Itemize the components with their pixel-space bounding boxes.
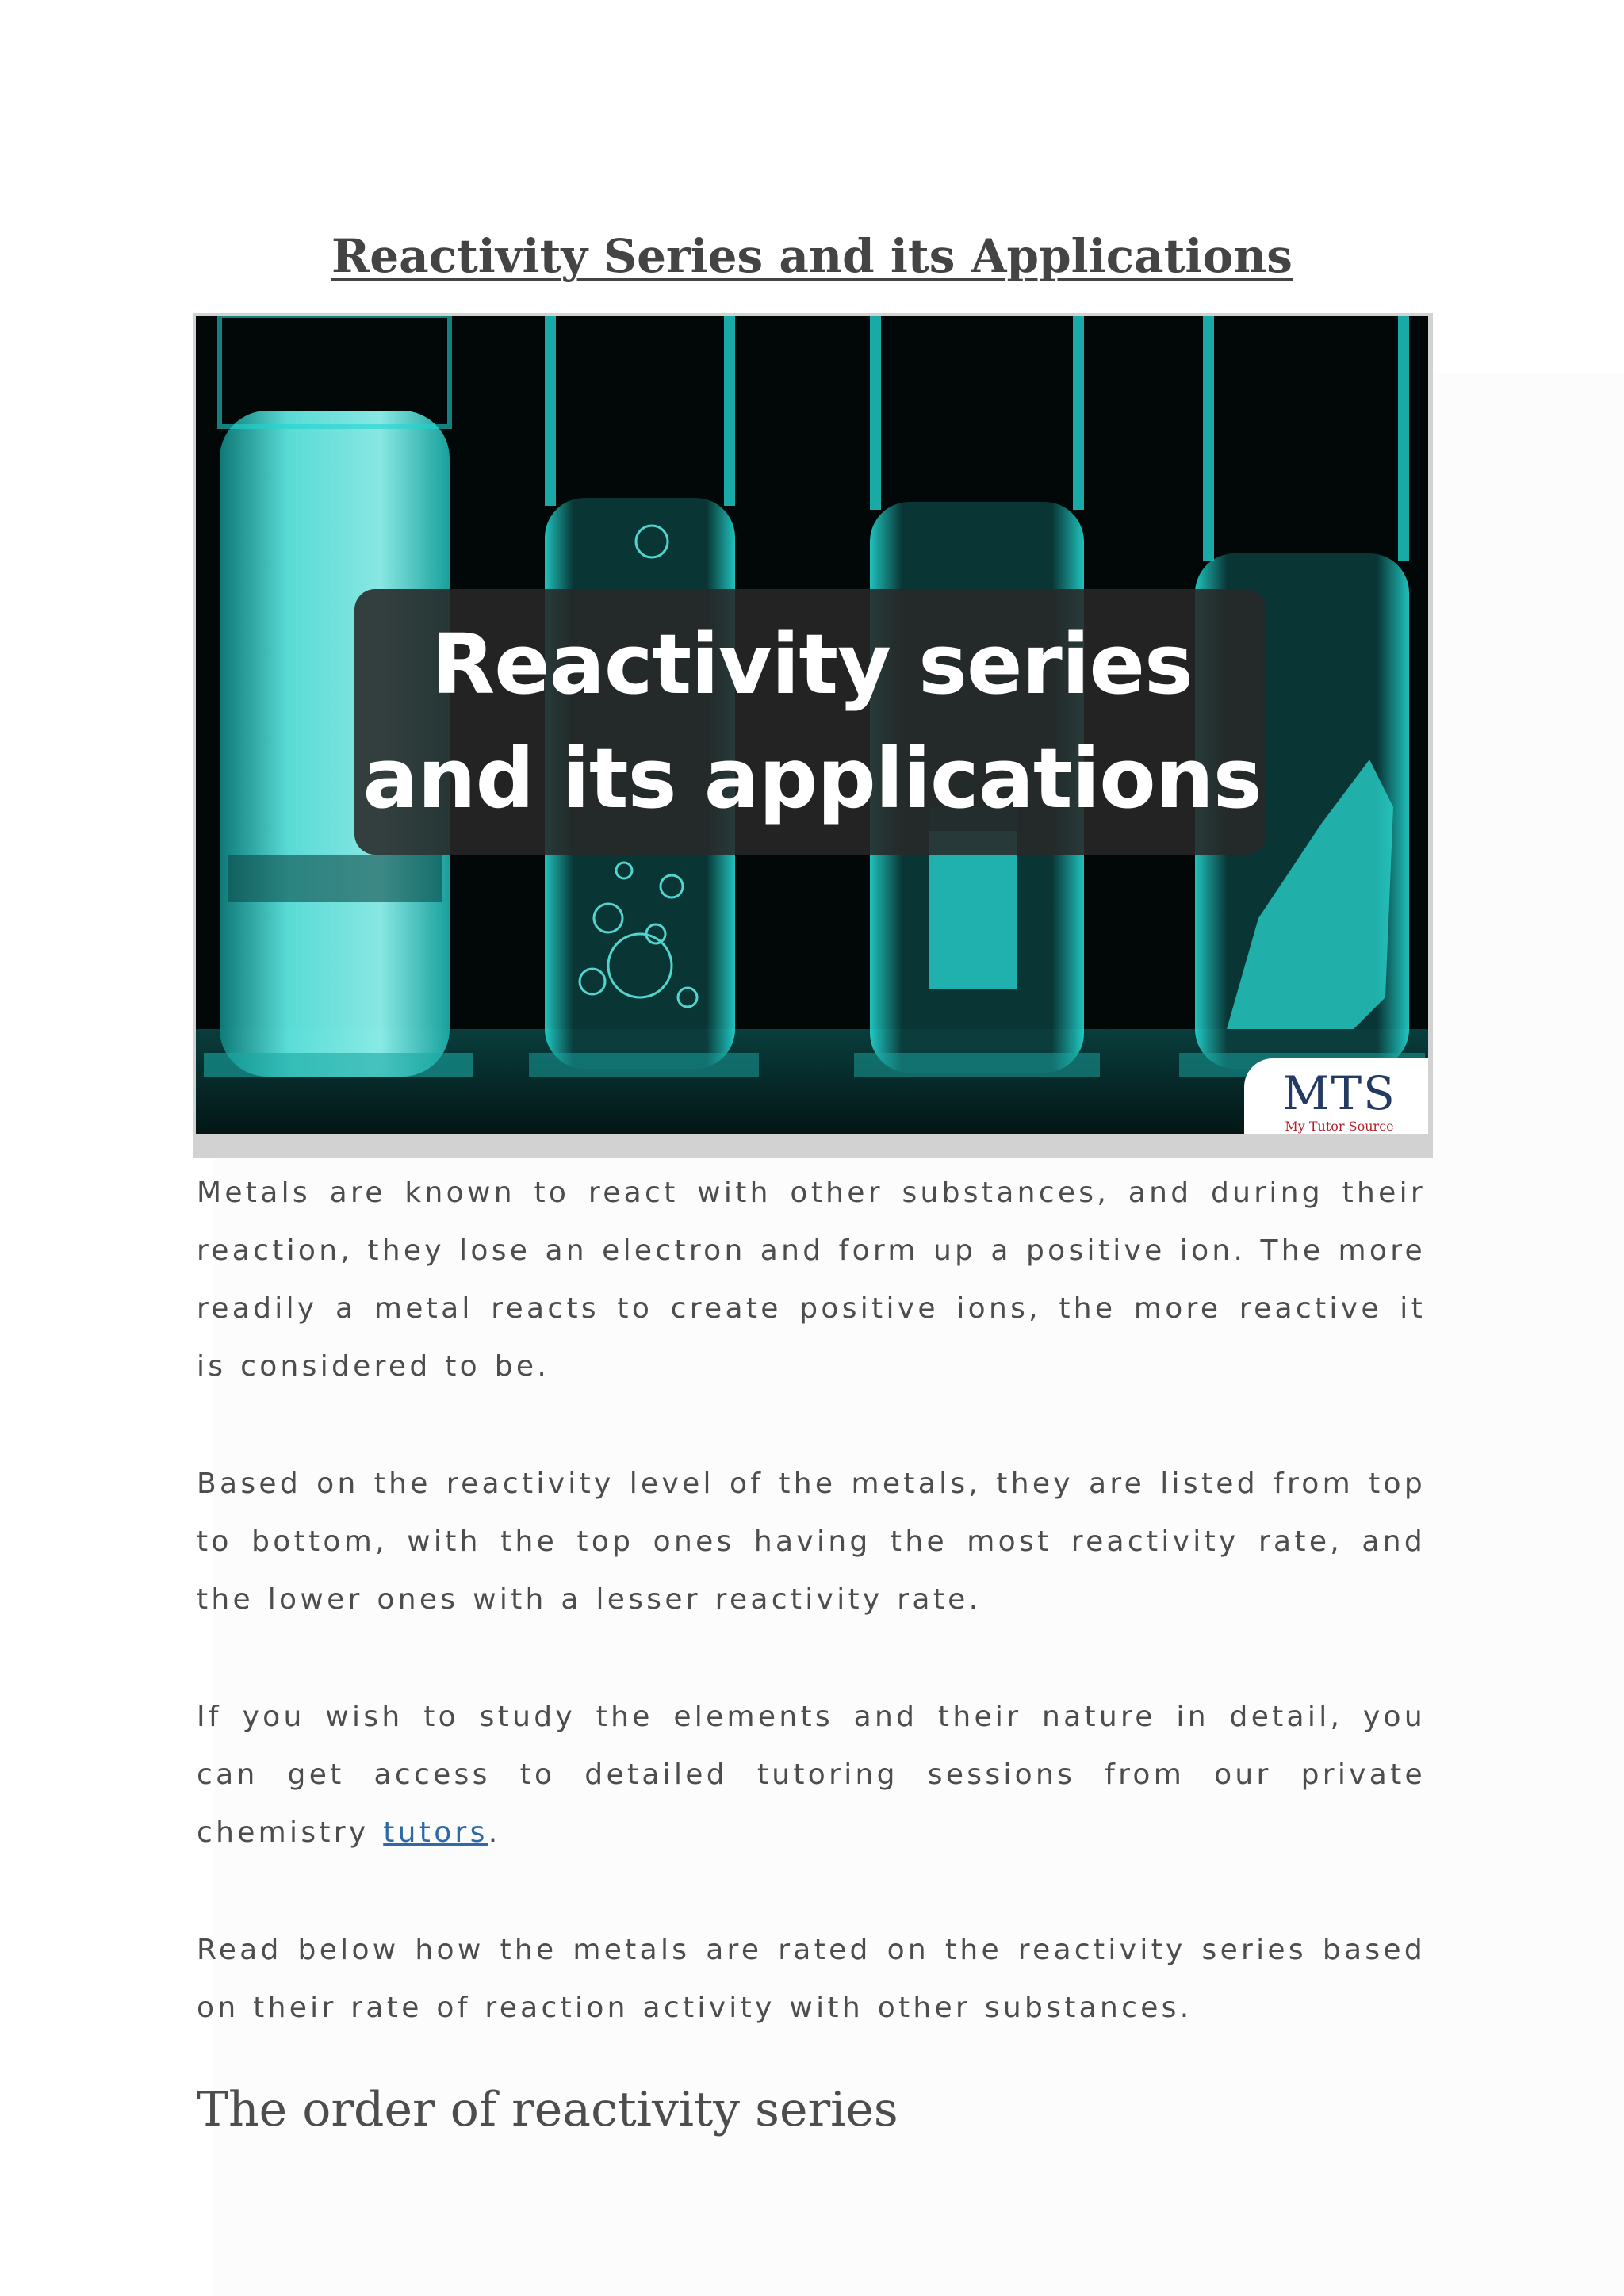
- section-heading: The order of reactivity series: [197, 2082, 898, 2137]
- paragraph-4: Read below how the metals are rated on the reactivity series based on their rate of reaction activity with other substances.: [197, 1934, 1426, 2024]
- paragraph-3-text: If you wish to study the elements and their nature in detail, you can get access to detailed tutoring sessions from our private chemistry: [197, 1701, 1426, 1849]
- hero-image-frame: [193, 313, 1433, 1158]
- mts-logo-subtitle: My Tutor Source: [1285, 1119, 1394, 1134]
- paragraph-3-end: .: [488, 1816, 501, 1849]
- tutors-link[interactable]: tutors: [383, 1816, 488, 1849]
- paragraph-1: Metals are known to react with other substances, and during their reaction, they lose an electron and form up a positive ion. The more readily a metal reacts to create positive ions, the more reactive it is considered to be.: [197, 1177, 1426, 1383]
- hero-image: [196, 316, 1428, 1134]
- hero-caption-line-1: Reactivity series: [431, 616, 1193, 713]
- mts-logo: [1244, 1058, 1428, 1134]
- mts-logo-mark: MTS: [1282, 1066, 1396, 1120]
- paragraph-3: [197, 1688, 1426, 1862]
- article-body: [197, 1164, 1426, 2141]
- hero-caption-line-2: and its applications: [362, 730, 1262, 827]
- document-title: Reactivity Series and its Applications: [331, 229, 1293, 283]
- paragraph-2: Based on the reactivity level of the metals, they are listed from top to bottom, with the top ones having the most reactivity rate, and the lower ones with a lesser reactivity rate.: [197, 1468, 1426, 1616]
